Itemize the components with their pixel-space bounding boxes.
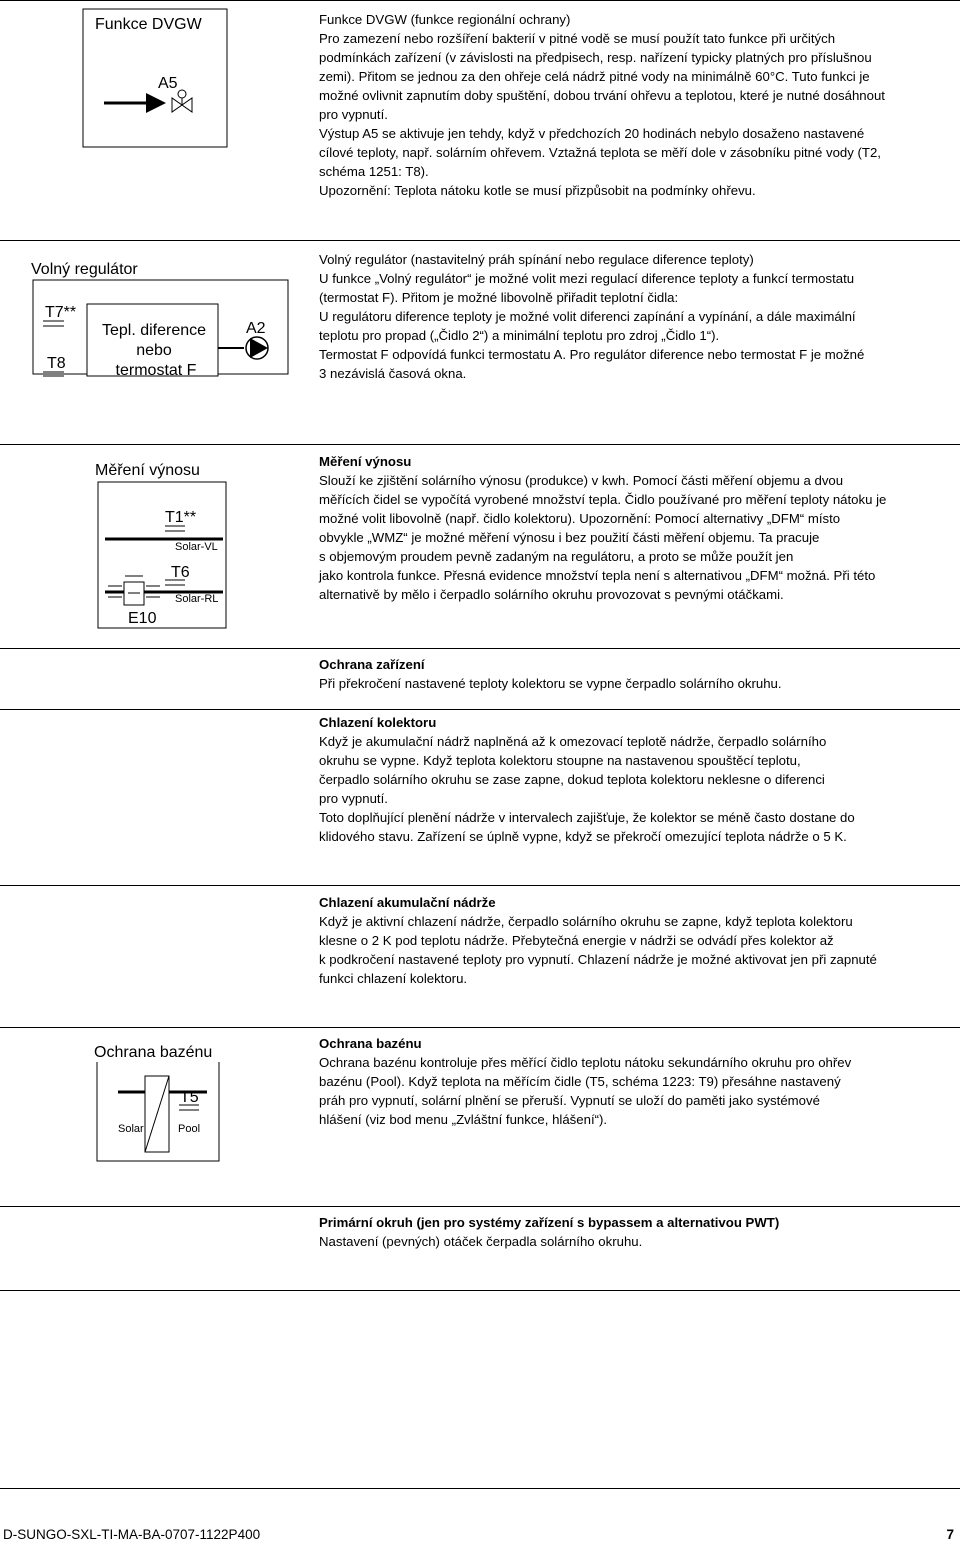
footer-divider (0, 1488, 960, 1489)
controller-label: nebo (136, 342, 172, 359)
controller-label: Tepl. diference (101, 322, 207, 339)
flow-label-solar-rl: Solar-RL (175, 593, 219, 605)
output-label-a5: A5 (158, 75, 178, 92)
section-heading: Ochrana zařízení (319, 657, 425, 672)
text-line: zemi). Přitom se jednou za den ohřeje celá nádrž pitné vody na minimálně 60°C. Tuto funkci je (319, 69, 870, 84)
text-line: Když je akumulační nádrž naplněná až k omezovací teplotě nádrže, čerpadlo solárního (319, 734, 827, 749)
text-line: Slouží ke zjištění solárního výnosu (produkce) v kwh. Pomocí části měření objemu a dvou (319, 473, 844, 488)
output-label-a2: A2 (246, 320, 266, 337)
pool-protection-text (319, 1034, 959, 1129)
sensor-label-t1: T1** (165, 509, 197, 526)
section-divider (0, 444, 960, 445)
controller-label: termostat F (115, 362, 197, 378)
text-line: U funkce „Volný regulátor“ je možné volit mezi regulací diference teploty a funkcí termostatu (319, 271, 855, 286)
text-line: Volný regulátor (nastavitelný práh spínání nebo regulace diference teploty) (319, 252, 754, 267)
text-line: možné ovlivnit zapnutím doby spuštění, dobou trvání ohřevu a teplotou, které je nutné dosáhnout (319, 88, 885, 103)
valve-icon (172, 90, 192, 112)
pool-diagram-title: Ochrana bazénu (94, 1044, 213, 1061)
free-controller-diagram (30, 258, 292, 378)
section-divider (0, 648, 960, 649)
text-line: U regulátoru diference teploty je možné volit diferenci zapínání a vypínání, a dále maximální (319, 309, 856, 324)
text-line: Funkce DVGW (funkce regionální ochrany) (319, 12, 571, 27)
text-line: cílové teploty, např. solárním ohřevem. Vztažná teplota se měří dole v zásobníku pitné vody (T2, (319, 145, 881, 160)
text-line: Upozornění: Teplota nátoku kotle se musí přizpůsobit na podmínky ohřevu. (319, 183, 756, 198)
pool-diagram (94, 1040, 224, 1164)
dvgw-diagram (82, 8, 228, 148)
text-line: Při překročení nastavené teploty kolektoru se vypne čerpadlo solárního okruhu. (319, 676, 782, 691)
text-line: Nastavení (pevných) otáček čerpadla solárního okruhu. (319, 1234, 643, 1249)
section-heading: Chlazení kolektoru (319, 715, 437, 730)
text-line: (termostat F). Přitom je možné libovolně přiřadit teplotní čidla: (319, 290, 679, 305)
sensor-label-t6: T6 (171, 564, 190, 581)
text-line: pro vypnutí. (319, 791, 388, 806)
document-code: D-SUNGO-SXL-TI-MA-BA-0707-1122P400 (3, 1527, 261, 1542)
section-divider (0, 1206, 960, 1207)
flow-label-solar-vl: Solar-VL (175, 541, 218, 553)
text-line: čerpadlo solárního okruhu se zase zapne, dokud teplota kolektoru neklesne o diferenci (319, 772, 825, 787)
yield-diagram (95, 456, 230, 632)
free-controller-title: Volný regulátor (31, 261, 138, 278)
collector-cooling-text (319, 713, 959, 846)
text-line: funkci chlazení kolektoru. (319, 971, 468, 986)
text-line: možné volit libovolně (např. čidlo kolektoru). Upozornění: Pomocí alternativy „DFM“ místo (319, 511, 841, 526)
section-heading: Ochrana bazénu (319, 1036, 422, 1051)
text-line: obvykle „WMZ“ je možné měření výnosu i bez použití části měření objemu. Ta pracuje (319, 530, 820, 545)
text-line: podmínkách zařízení (v závislosti na předpisech, resp. nařízení typicky platných pro příslušnou (319, 50, 872, 65)
text-line: hlášení (viz bod menu „Zvláštní funkce, hlášení“). (319, 1112, 608, 1127)
section-heading: Chlazení akumulační nádrže (319, 895, 496, 910)
section-divider (0, 1290, 960, 1291)
text-line: teplotu pro propad („Čidlo 2“) a minimální teplotu pro zdroj „Čidlo 1“). (319, 328, 720, 343)
text-line: Termostat F odpovídá funkci termostatu A. Pro regulátor diference nebo termostat F je možné (319, 347, 865, 362)
section-divider (0, 240, 960, 241)
dvgw-text (319, 10, 959, 200)
text-line: okruhu se vypne. Když teplota kolektoru stoupne na nastavenou spouštěcí teplotu, (319, 753, 801, 768)
text-line: schéma 1251: T8). (319, 164, 429, 179)
text-line: práh pro vypnutí, solární plnění se přeruší. Vypnutí se uloží do paměti jako systémové (319, 1093, 820, 1108)
text-line: 3 nezávislá časová okna. (319, 366, 467, 381)
sensor-label-t5: T5 (180, 1089, 199, 1106)
sensor-label-t7: T7** (45, 304, 77, 321)
pump-icon (146, 93, 166, 113)
section-divider (0, 885, 960, 886)
page-number: 7 (946, 1527, 954, 1542)
text-line: měřících čidel se vypočítá vyrobené množství tepla. Čidlo používané pro měření teploty nátoku je (319, 492, 887, 507)
section-heading: Primární okruh (jen pro systémy zařízení s bypassem a alternativou PWT) (319, 1215, 780, 1230)
text-line: alternativě by mělo i čerpadlo solárního okruhu provozovat s pevnými otáčkami. (319, 587, 784, 602)
yield-diagram-title: Měření výnosu (95, 462, 200, 479)
dvgw-diagram-title: Funkce DVGW (95, 16, 202, 33)
section-divider (0, 709, 960, 710)
text-line: Pro zamezení nebo rozšíření bakterií v pitné vodě se musí použít tato funkce při určitých (319, 31, 836, 46)
text-line: pro vypnutí. (319, 107, 388, 122)
text-line: jako kontrola funkce. Přesná evidence množství tepla není s alternativou „DFM“ možná. Při této (319, 568, 876, 583)
sensor-label-t8: T8 (47, 355, 66, 372)
section-divider (0, 1027, 960, 1028)
text-line: Když je aktivní chlazení nádrže, čerpadlo solárního okruhu se zapne, když teplota kolektoru (319, 914, 853, 929)
section-heading: Měření výnosu (319, 454, 412, 469)
text-line: s objemovým proudem pevně zadaným na regulátoru, a proto se může použít jen (319, 549, 794, 564)
text-line: klesne o 2 K pod teplotu nádrže. Přebytečná energie v nádrži se odvádí přes kolektor až (319, 933, 834, 948)
free-controller-text (319, 250, 959, 383)
text-line: Ochrana bazénu kontroluje přes měřící čidlo teplotu nátoku sekundárního okruhu pro ohřev (319, 1055, 852, 1070)
text-line: klidového stavu. Zařízení se úplně vypne, když se překročí omezující teplota nádrže o 5 K. (319, 829, 847, 844)
text-line: Toto doplňující plenění nádrže v intervalech zajišťuje, že kolektor se méně často dostane do (319, 810, 855, 825)
text-line: k podkročení nastavené teploty pro vypnutí. Chlazení nádrže je možné aktivovat jen při zapnuté (319, 952, 877, 967)
side-label-pool: Pool (178, 1123, 201, 1135)
meter-label-e10: E10 (128, 610, 157, 627)
side-label-solar: Solar (118, 1123, 144, 1135)
primary-circuit-text (319, 1213, 959, 1251)
tank-cooling-text (319, 893, 959, 988)
text-line: bazénu (Pool). Když teplota na měřícím čidle (T5, schéma 1223: T9) přesáhne nastavený (319, 1074, 841, 1089)
section-divider (0, 0, 960, 1)
text-line: Výstup A5 se aktivuje jen tehdy, když v předchozích 20 hodinách nebylo dosaženo nastavené (319, 126, 865, 141)
system-protection-text (319, 655, 959, 693)
yield-text (319, 452, 959, 604)
